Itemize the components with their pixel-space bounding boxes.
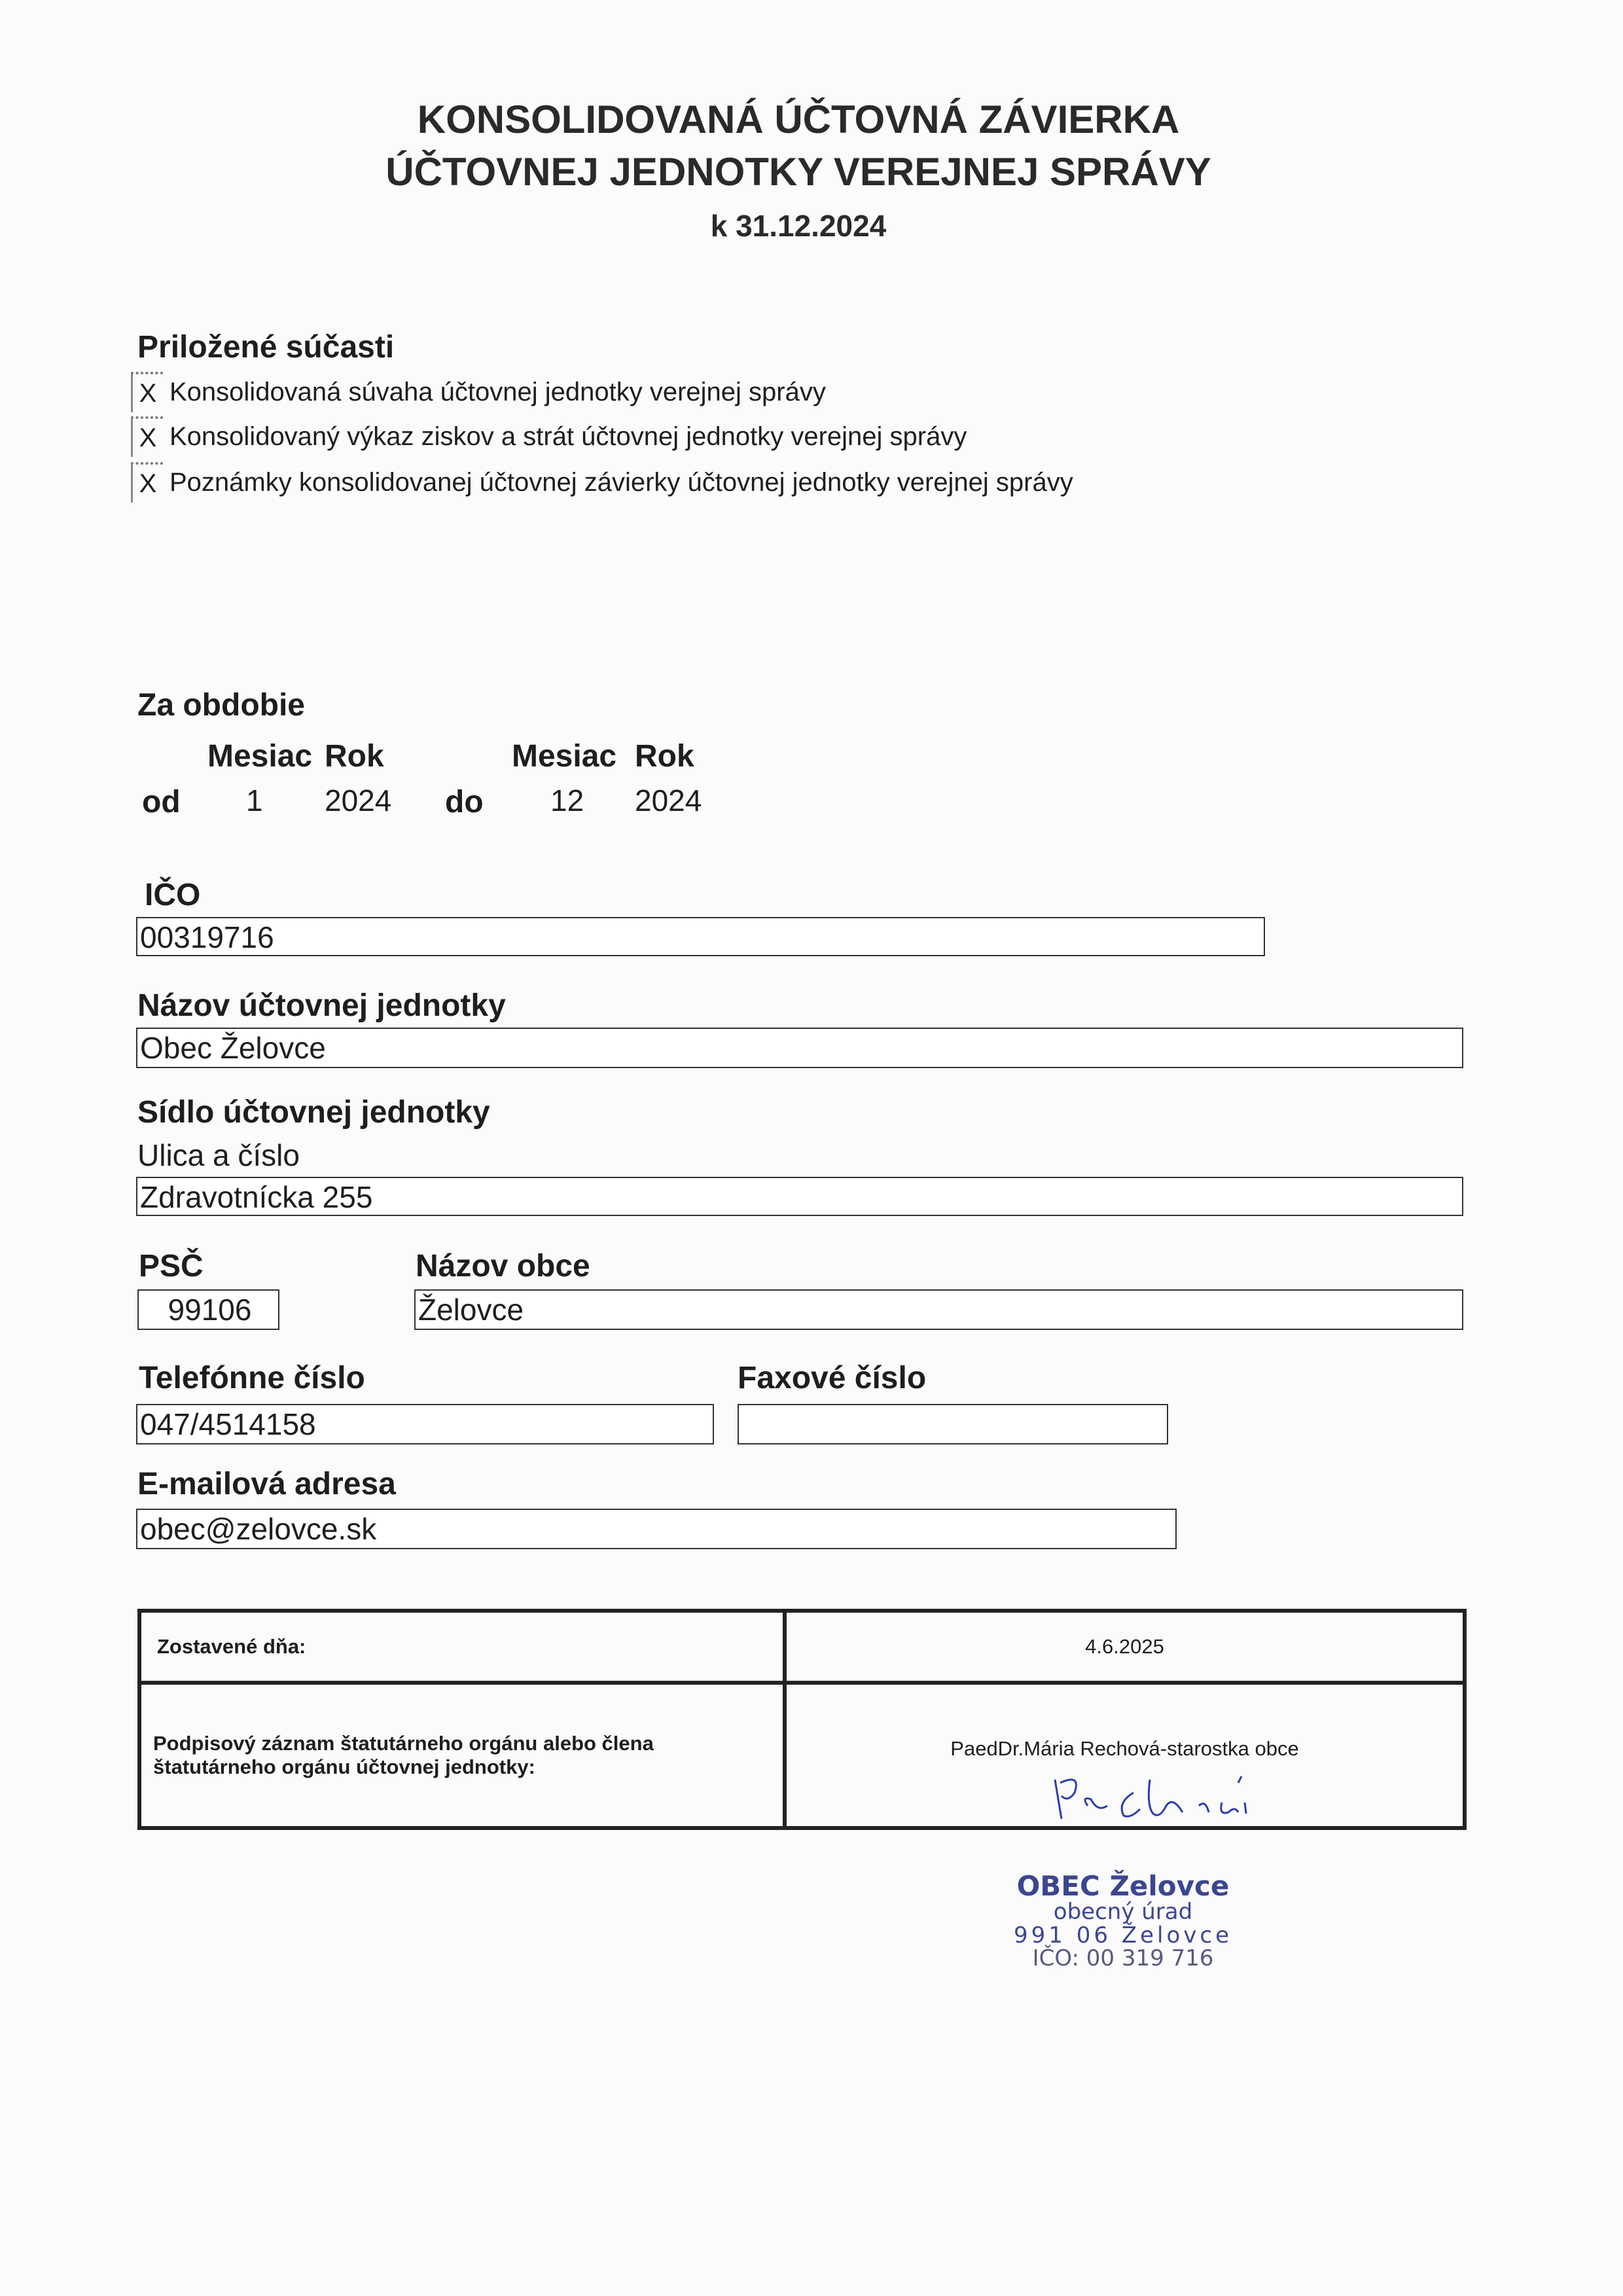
year-label-from: Rok [325, 739, 384, 774]
phone-field[interactable]: 047/4514158 [136, 1404, 714, 1444]
checkbox-checked[interactable]: X [131, 416, 163, 457]
psc-field[interactable]: 99106 [137, 1289, 279, 1330]
name-label: Názov účtovnej jednotky [137, 988, 506, 1023]
from-year: 2024 [325, 783, 392, 817]
year-label-to: Rok [635, 739, 694, 774]
checkbox-checked[interactable]: X [131, 372, 163, 412]
stamp-line2: obecný úrad [1053, 1899, 1193, 1926]
title-line-2: ÚČTOVNEJ JEDNOTKY VEREJNEJ SPRÁVY [385, 150, 1211, 194]
attachment-item [131, 372, 826, 412]
to-label: do [445, 785, 484, 819]
from-month: 1 [246, 783, 263, 817]
signature-label-line1: Podpisový záznam štatutárneho orgánu alebo člena [153, 1732, 654, 1755]
fax-label: Faxové číslo [738, 1361, 927, 1395]
month-label-to: Mesiac [512, 739, 617, 774]
compiled-date: 4.6.2025 [785, 1611, 1465, 1683]
city-label: Názov obce [416, 1249, 590, 1283]
checkbox-checked[interactable]: X [131, 462, 163, 503]
email-field[interactable]: obec@zelovce.sk [136, 1509, 1177, 1549]
seat-label: Sídlo účtovnej jednotky [137, 1095, 490, 1130]
from-label: od [142, 785, 181, 819]
title-line-1: KONSOLIDOVANÁ ÚČTOVNÁ ZÁVIERKA [417, 98, 1180, 141]
month-label-from: Mesiac [207, 739, 313, 774]
signature-label-line2: štatutárneho orgánu účtovnej jednotky: [153, 1755, 535, 1778]
name-field[interactable]: Obec Želovce [136, 1028, 1463, 1068]
to-year: 2024 [635, 783, 702, 817]
street-field[interactable]: Zdravotnícka 255 [136, 1177, 1463, 1216]
report-date: k 31.12.2024 [710, 209, 887, 243]
attachments-heading: Priložené súčasti [137, 330, 395, 365]
stamp-line3: 991 06 Želovce [1014, 1922, 1232, 1948]
fax-field[interactable] [738, 1404, 1168, 1444]
signature-label [139, 1683, 785, 1828]
official-stamp [986, 1872, 1260, 1971]
stamp-line1: OBEC Želovce [1016, 1870, 1230, 1902]
phone-label: Telefónne číslo [139, 1361, 365, 1395]
attachment-item [131, 416, 967, 457]
attachment-item [131, 462, 1073, 503]
email-label: E-mailová adresa [137, 1467, 396, 1501]
signatory-name: PaedDr.Mária Rechová-starostka obce [950, 1737, 1299, 1760]
signature-table [137, 1609, 1467, 1830]
psc-label: PSČ [139, 1249, 204, 1283]
compiled-label: Zostavené dňa: [139, 1611, 785, 1683]
city-field[interactable]: Želovce [414, 1289, 1463, 1330]
ico-field[interactable]: 00319716 [136, 917, 1265, 956]
signatory-cell [785, 1683, 1465, 1828]
attachment-label: Konsolidovaná súvaha účtovnej jednotky verejnej správy [169, 377, 826, 406]
street-label: Ulica a číslo [137, 1138, 300, 1172]
stamp-line4: IČO: 00 319 716 [1032, 1945, 1214, 1972]
to-month: 12 [550, 783, 584, 817]
handwritten-signature [1042, 1767, 1277, 1825]
period-heading: Za obdobie [137, 688, 305, 723]
ico-label: IČO [145, 878, 201, 912]
attachment-label: Konsolidovaný výkaz ziskov a strát účtovnej jednotky verejnej správy [169, 422, 967, 451]
attachment-label: Poznámky konsolidovanej účtovnej závierky účtovnej jednotky verejnej správy [169, 467, 1073, 497]
